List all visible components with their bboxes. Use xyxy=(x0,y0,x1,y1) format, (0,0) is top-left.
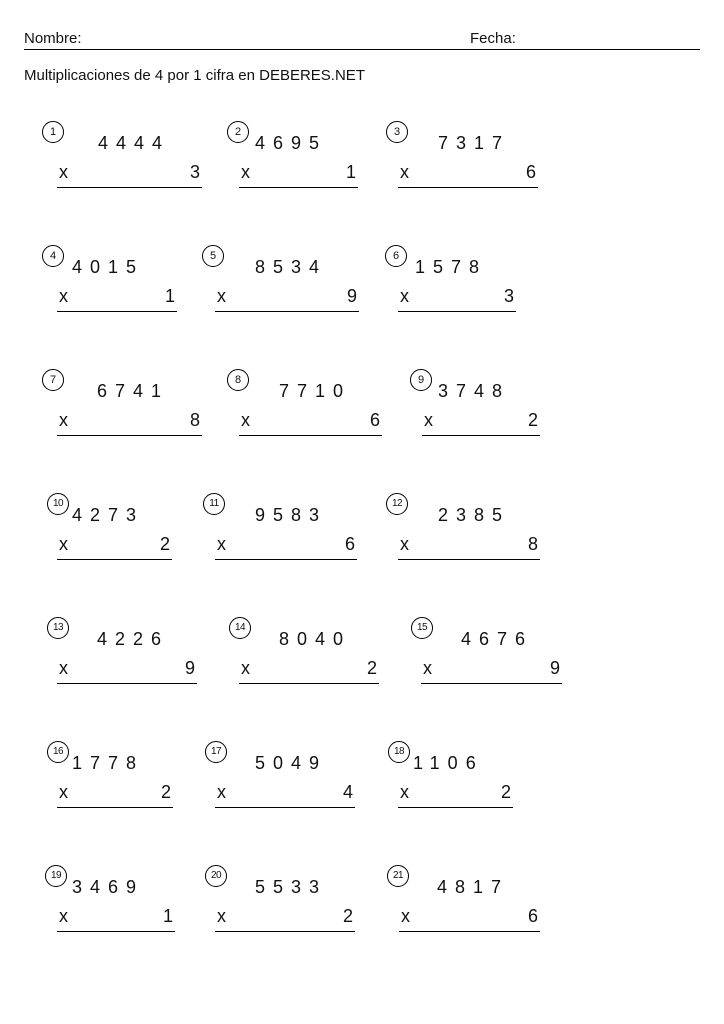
multiplier: 9 xyxy=(184,658,195,678)
problem-number-badge: 8 xyxy=(227,369,249,391)
multiplier: 1 xyxy=(164,286,175,306)
multiply-sign: x xyxy=(217,906,226,926)
multiply-sign: x xyxy=(59,906,68,926)
answer-line xyxy=(57,187,202,188)
problem-number-badge: 3 xyxy=(386,121,408,143)
multiply-sign: x xyxy=(59,410,68,430)
answer-line xyxy=(215,311,359,312)
answer-line xyxy=(398,187,538,188)
multiplier: 6 xyxy=(527,906,538,926)
multiplicand: 4226 xyxy=(97,629,170,649)
multiplier: 2 xyxy=(366,658,377,678)
answer-line xyxy=(399,931,540,932)
multiply-sign: x xyxy=(423,658,432,678)
multiplier: 8 xyxy=(189,410,200,430)
problem-number-badge: 7 xyxy=(42,369,64,391)
multiplier: 6 xyxy=(344,534,355,554)
answer-line xyxy=(215,931,355,932)
answer-line xyxy=(215,807,355,808)
multiplier: 4 xyxy=(342,782,353,802)
problem-number-badge: 15 xyxy=(411,617,433,639)
multiplicand: 6741 xyxy=(97,381,170,401)
answer-line xyxy=(57,559,172,560)
multiply-sign: x xyxy=(59,534,68,554)
answer-line xyxy=(239,435,382,436)
answer-line xyxy=(57,683,197,684)
multiplicand: 1106 xyxy=(413,753,484,773)
multiplicand: 5049 xyxy=(255,753,328,773)
problem-number-badge: 21 xyxy=(387,865,409,887)
problem-number-badge: 19 xyxy=(45,865,67,887)
answer-line xyxy=(57,807,173,808)
multiply-sign: x xyxy=(241,162,250,182)
date-label: Fecha: xyxy=(470,30,516,47)
multiply-sign: x xyxy=(59,658,68,678)
problem-number-badge: 1 xyxy=(42,121,64,143)
problem-number-badge: 17 xyxy=(205,741,227,763)
multiplicand: 9583 xyxy=(255,505,328,525)
multiplicand: 4817 xyxy=(437,877,510,897)
multiply-sign: x xyxy=(400,782,409,802)
multiplicand: 8040 xyxy=(279,629,352,649)
problem-number-badge: 18 xyxy=(388,741,410,763)
answer-line xyxy=(398,559,540,560)
multiply-sign: x xyxy=(59,162,68,182)
multiply-sign: x xyxy=(400,286,409,306)
problem-number-badge: 9 xyxy=(410,369,432,391)
problem-number-badge: 11 xyxy=(203,493,225,515)
multiplicand: 7317 xyxy=(438,133,511,153)
multiply-sign: x xyxy=(59,782,68,802)
multiply-sign: x xyxy=(59,286,68,306)
answer-line xyxy=(215,559,357,560)
answer-line xyxy=(239,683,379,684)
multiply-sign: x xyxy=(424,410,433,430)
multiplier: 2 xyxy=(159,534,170,554)
multiplier: 1 xyxy=(162,906,173,926)
worksheet-subtitle: Multiplicaciones de 4 por 1 cifra en DEBERES.NET xyxy=(24,67,365,84)
multiplier: 2 xyxy=(527,410,538,430)
multiply-sign: x xyxy=(217,782,226,802)
answer-line xyxy=(398,807,513,808)
answer-line xyxy=(422,435,540,436)
multiply-sign: x xyxy=(401,906,410,926)
answer-line xyxy=(239,187,358,188)
problem-number-badge: 2 xyxy=(227,121,249,143)
multiply-sign: x xyxy=(400,162,409,182)
problem-number-badge: 6 xyxy=(385,245,407,267)
multiplicand: 4676 xyxy=(461,629,534,649)
problem-number-badge: 5 xyxy=(202,245,224,267)
multiplicand: 3469 xyxy=(72,877,145,897)
multiplier: 2 xyxy=(342,906,353,926)
multiply-sign: x xyxy=(241,410,250,430)
multiplier: 2 xyxy=(500,782,511,802)
problem-number-badge: 20 xyxy=(205,865,227,887)
multiplicand: 4695 xyxy=(255,133,328,153)
multiplier: 9 xyxy=(346,286,357,306)
multiplier: 6 xyxy=(525,162,536,182)
problem-number-badge: 14 xyxy=(229,617,251,639)
problem-number-badge: 16 xyxy=(47,741,69,763)
multiplier: 2 xyxy=(160,782,171,802)
answer-line xyxy=(421,683,562,684)
multiplicand: 7710 xyxy=(279,381,352,401)
name-label: Nombre: xyxy=(24,30,82,47)
problem-number-badge: 4 xyxy=(42,245,64,267)
multiplier: 8 xyxy=(527,534,538,554)
multiply-sign: x xyxy=(241,658,250,678)
answer-line xyxy=(57,931,175,932)
problem-number-badge: 12 xyxy=(386,493,408,515)
multiply-sign: x xyxy=(400,534,409,554)
problem-number-badge: 13 xyxy=(47,617,69,639)
multiplicand: 4273 xyxy=(72,505,145,525)
multiplicand: 4015 xyxy=(72,257,145,277)
multiplier: 6 xyxy=(369,410,380,430)
multiplicand: 8534 xyxy=(255,257,328,277)
answer-line xyxy=(57,311,177,312)
answer-line xyxy=(57,435,202,436)
multiplier: 1 xyxy=(345,162,356,182)
multiplicand: 3748 xyxy=(438,381,511,401)
multiply-sign: x xyxy=(217,286,226,306)
multiplier: 3 xyxy=(189,162,200,182)
multiplicand: 5533 xyxy=(255,877,328,897)
multiplier: 3 xyxy=(503,286,514,306)
answer-line xyxy=(398,311,516,312)
header-rule xyxy=(24,49,700,50)
multiply-sign: x xyxy=(217,534,226,554)
multiplicand: 1578 xyxy=(415,257,488,277)
problem-number-badge: 10 xyxy=(47,493,69,515)
multiplier: 9 xyxy=(549,658,560,678)
multiplicand: 1778 xyxy=(72,753,145,773)
multiplicand: 2385 xyxy=(438,505,511,525)
multiplicand: 4444 xyxy=(98,133,171,153)
